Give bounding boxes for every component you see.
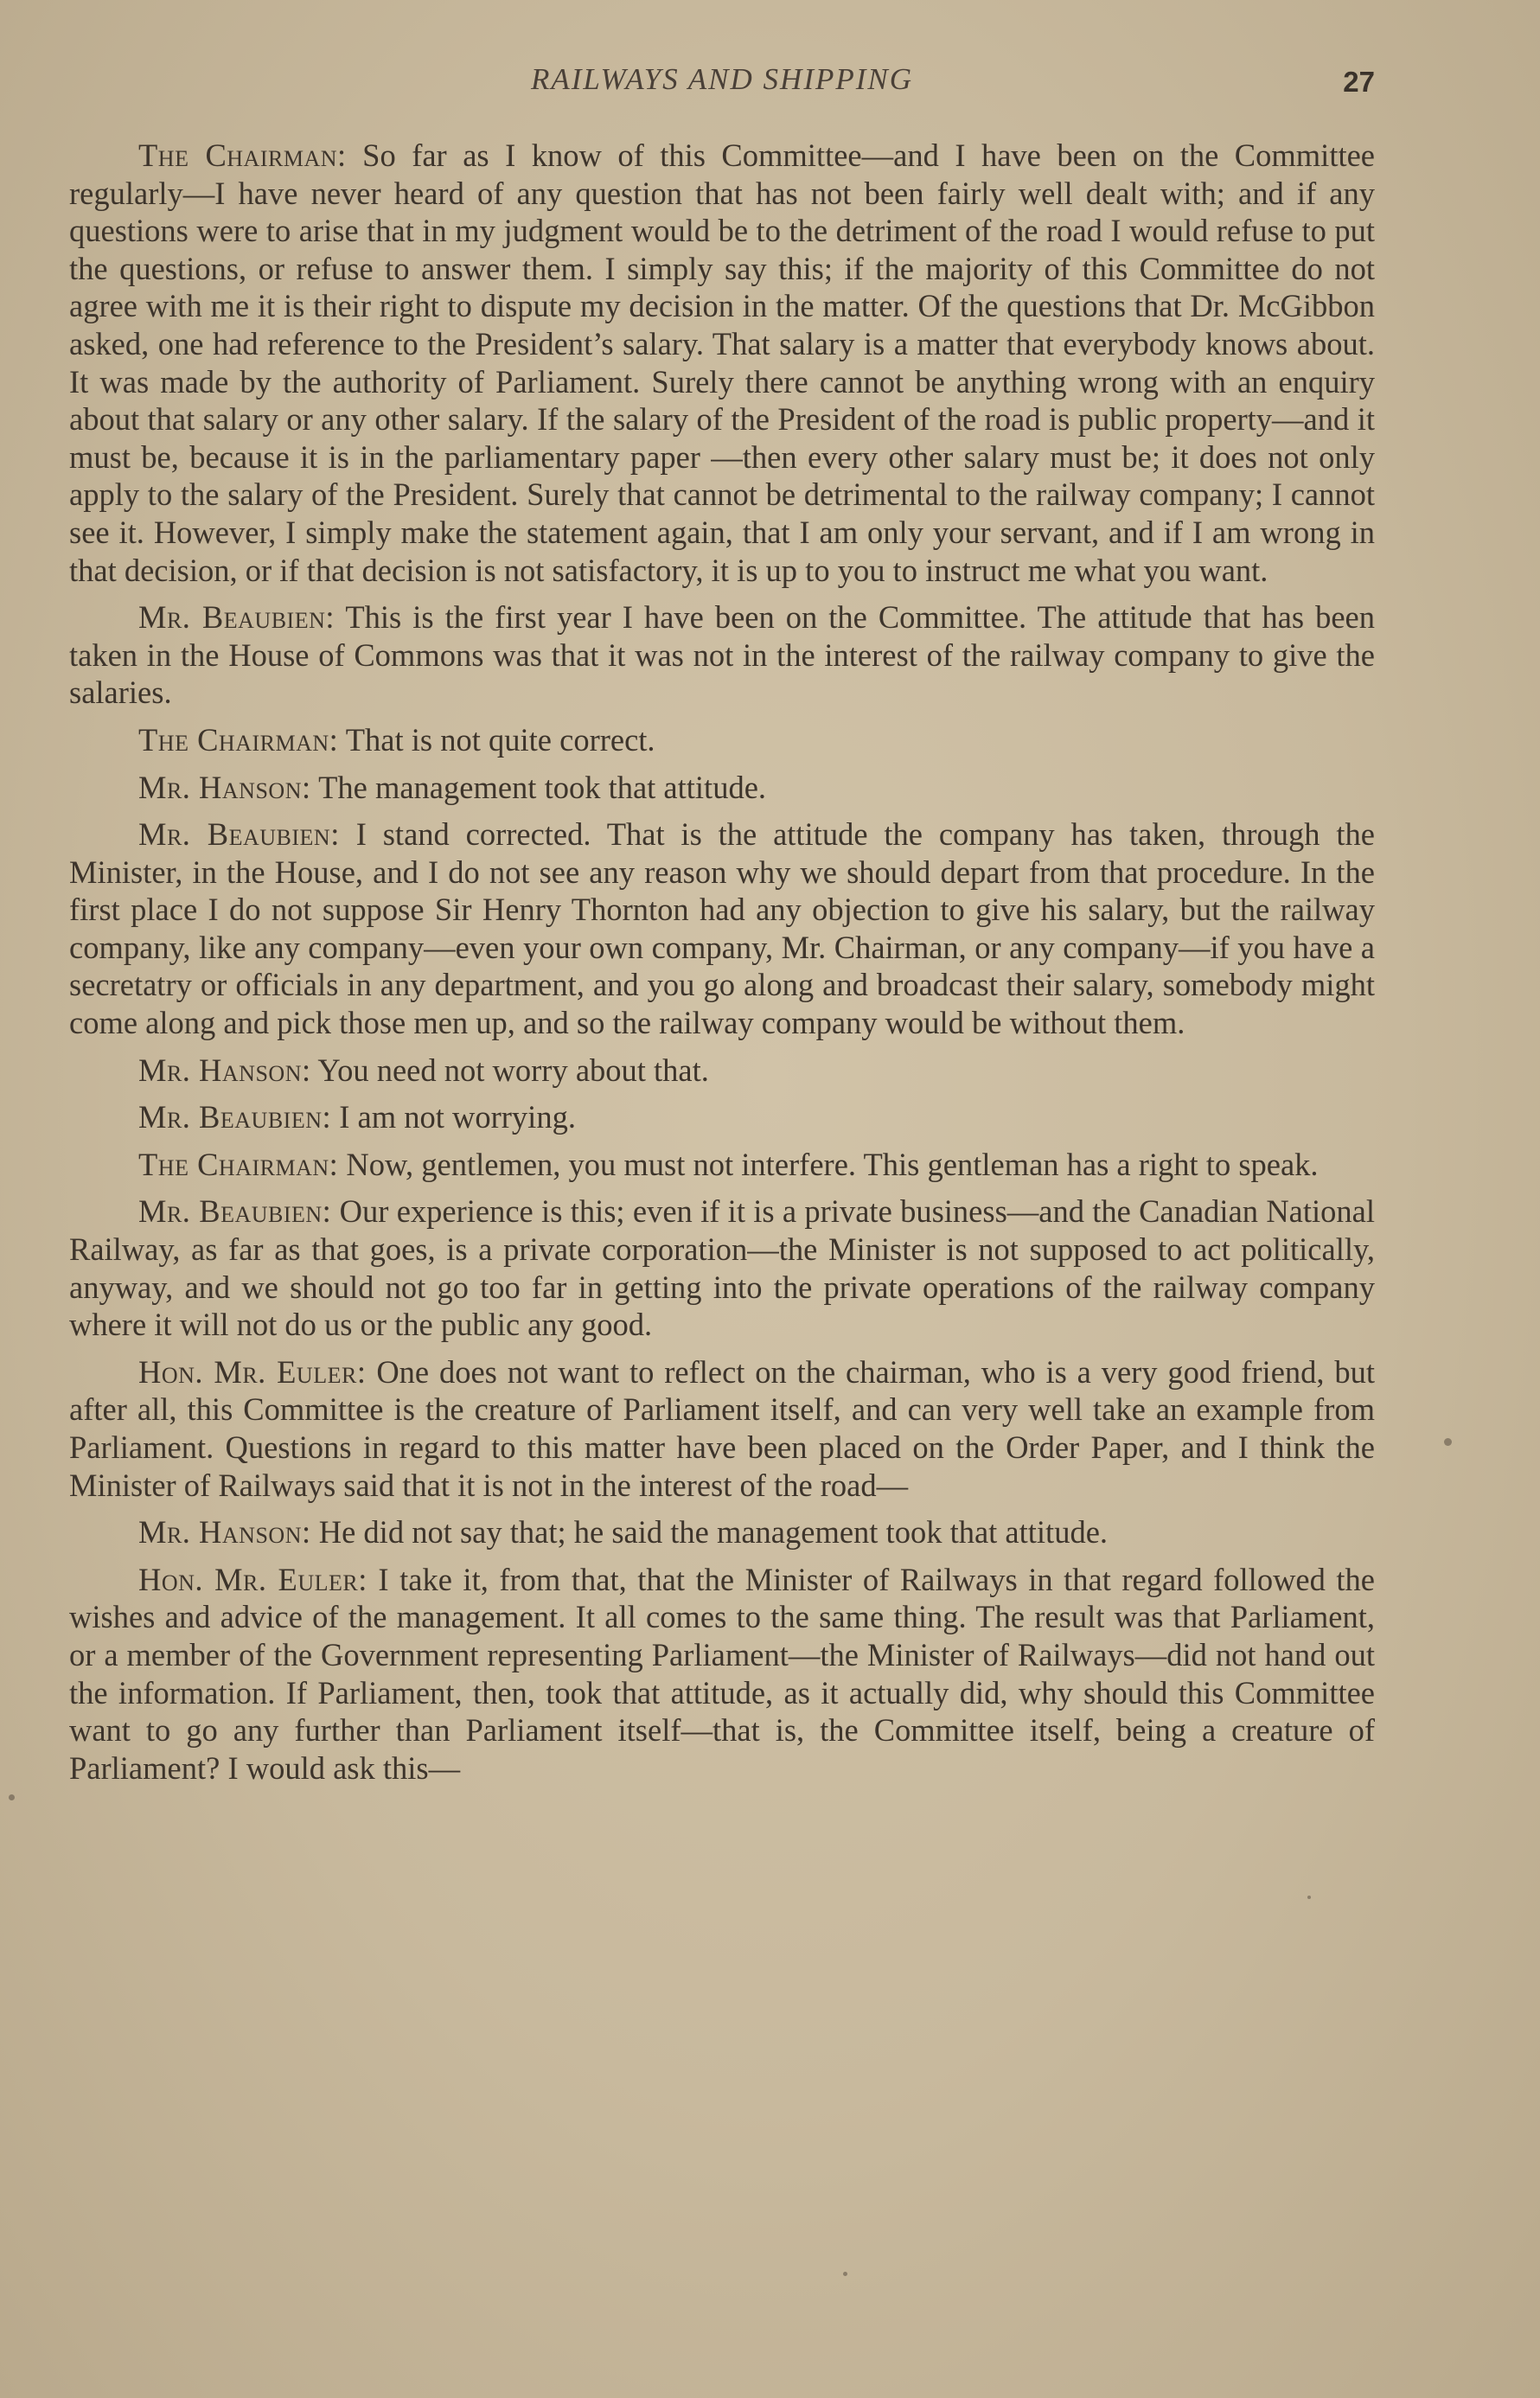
speaker-name: Hon. Mr. Euler: [138,1353,367,1390]
speaker-name: Mr. Hanson: [138,769,311,805]
speaker-name: Hon. Mr. Euler: [138,1561,367,1597]
speech-text: So far as I know of this Committee—and I have been on the Committee regularly—I have never heard of any question that has not been fairly well dealt with; and if any questions were to arise that in my judgment would be to the detriment of the road I would refuse to put the questions, or refuse to answer them. I simply say this; if the majority of this Committee do not agree with me it is their right to dispute my decision in the matter. Of the questions that Dr. McGibbon asked, one had reference to the President’s salary. That salary is a matter that everybody knows about. It was made by the authority of Parliament. Surely there cannot be anything wrong with an enquiry about that salary or any other salary. If the salary of the President of the road is public property—and it must be, because it is in the parliamentary paper —then every other salary must be; it does not only apply to the salary of the President. Surely that cannot be detrimental to the railway company; I cannot see it. However, I simply make the statement again, that I am only your servant, and if I am wrong in that decision, or if that decision is not satisfactory, it is up to you to instruct me what you want. [69,137,1375,588]
paragraph [69,1513,1375,1551]
speaker-name: Mr. Beaubien: [138,599,335,636]
speaker-name: Mr. Beaubien: [138,1099,332,1135]
speech-text: You need not worry about that. [317,1052,709,1088]
paragraph [69,1052,1375,1090]
speech-text: I stand corrected. That is the attitude the company has taken, through the Minister, in the House, and I do not see any reason why we should depart from that procedure. In the first place I do not suppose Sir Henry Thornton had any objection to give his salary, but the railway company, like any company—even your own company, Mr. Chairman, or any company—if you have a secretatry or officials in any department, and you go along and broadcast their salary, somebody might come along and pick those men up, and so the railway company would be without them. [69,816,1375,1041]
speaker-name: Mr. Hanson: [138,1514,311,1551]
speech-text: That is not quite correct. [345,721,655,758]
running-title: RAILWAYS AND SHIPPING [530,62,914,96]
paragraph [69,1353,1375,1504]
transcript-body [69,137,1375,1796]
paragraph [69,1146,1375,1184]
paragraph [69,815,1375,1042]
paragraph [69,1193,1375,1343]
paragraph [69,769,1375,807]
paper-speck [9,1794,15,1800]
speaker-name: The Chairman: [138,721,339,758]
speech-text: This is the first year I have been on the Committee. The attitude that has been taken in the House of Commons was that it was not in the interest of the railway company to give the salaries. [69,599,1375,711]
paper-speck [1307,1896,1311,1899]
paper-speck [843,2272,847,2276]
speaker-name: Mr. Beaubien: [138,816,340,853]
paragraph [69,1098,1375,1136]
speaker-name: The Chairman: [138,137,347,173]
speech-text: The management took that attitude. [318,769,767,805]
speaker-name: The Chairman: [138,1146,339,1182]
page-number: 27 [1343,66,1375,98]
paper-speck [1444,1438,1452,1446]
speech-text: He did not say that; he said the management took that attitude. [318,1514,1109,1551]
running-head [69,62,1375,106]
paragraph [69,137,1375,589]
speech-text: I am not worrying. [339,1099,576,1135]
speaker-name: Mr. Beaubien: [138,1193,332,1230]
paragraph [69,598,1375,712]
speaker-name: Mr. Hanson: [138,1052,311,1088]
speech-text: Our experience is this; even if it is a private business—and the Canadian National Railway, as far as that goes, is a private corporation—the Minister is not supposed to act politically, anyway, and we should not go too far in getting into the private operations of the railway company where it will not do us or the public any good. [69,1193,1376,1343]
paragraph [69,1561,1375,1787]
speech-text: One does not want to reflect on the chairman, who is a very good friend, but after all, this Committee is the creature of Parliament itself, and can very well take an example from Parliament. Questions in regard to this matter have been placed on the Order Paper, and I think the Minister of Railways said that it is not in the interest of the road— [69,1353,1375,1503]
paragraph [69,721,1375,759]
speech-text: Now, gentlemen, you must not interfere. This gentleman has a right to speak. [346,1146,1319,1182]
speech-text: I take it, from that, that the Minister of Railways in that regard followed the wishes and advice of the management. It all comes to the same thing. The result was that Parliament, or a member of the Government representing Parliament—the Minister of Railways—did not hand out the information. If Parliament, then, took that attitude, as it actually did, why should this Committee want to go any further than Parliament itself—that is, the Committee itself, being a creature of Parliament? I would ask this— [69,1561,1376,1786]
